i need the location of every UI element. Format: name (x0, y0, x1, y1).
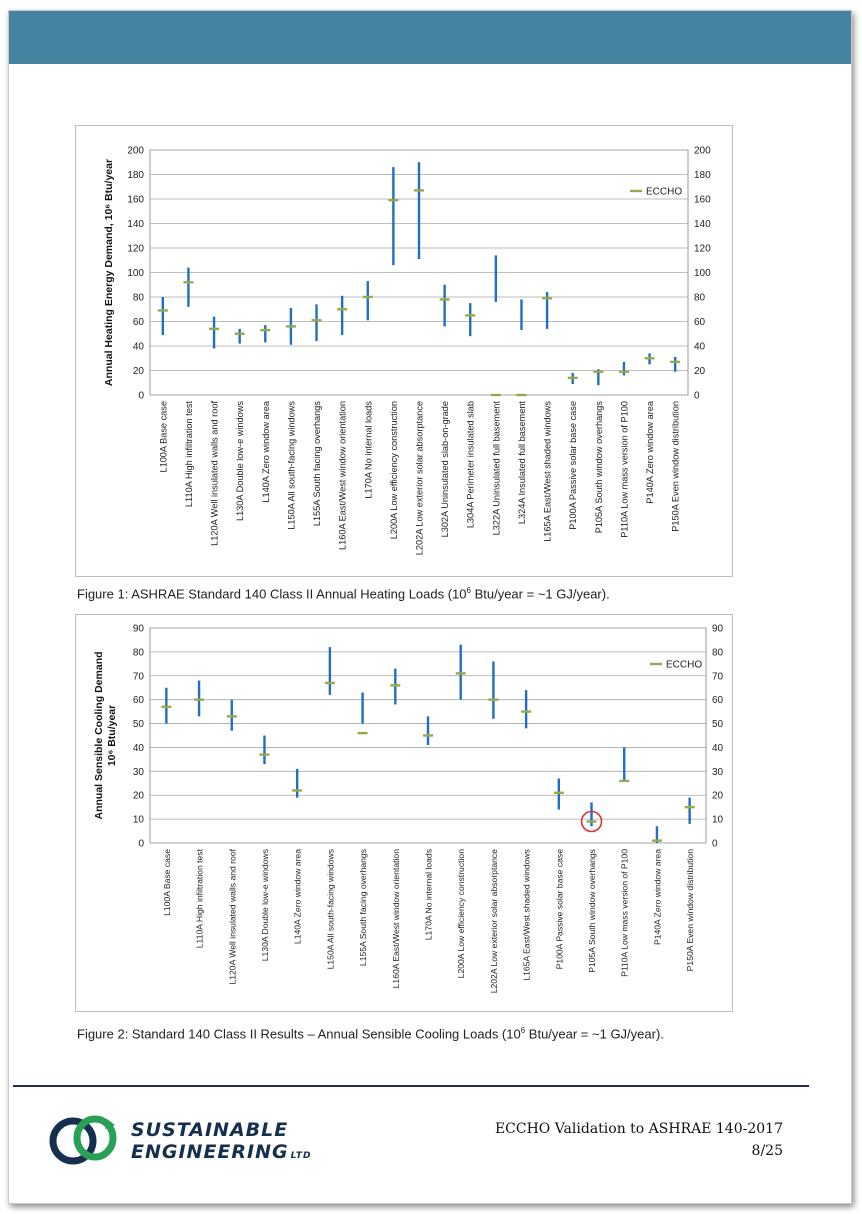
y2-tick-label: 80 (712, 647, 724, 659)
y-tick-label: 200 (127, 145, 144, 157)
x-tick-label: L200A Low efficiency construction (456, 849, 467, 979)
x-tick-label: L120A Well insulated walls and roof (227, 849, 238, 985)
x-tick-label: L170A No internal loads (423, 849, 434, 941)
y-tick-label: 60 (132, 317, 144, 328)
y-axis-label: Annual Heating Energy Demand, 10⁶ Btu/year (103, 158, 115, 387)
y2-tick-label: 140 (694, 219, 711, 230)
figure2-caption (77, 1026, 664, 1041)
document-title: ECCHO Validation to ASHRAE 140-2017 (494, 1121, 783, 1137)
x-tick-label: P105A South window overhangs (593, 401, 604, 534)
y-tick-label: 40 (132, 341, 144, 353)
cooling-chart-svg (76, 615, 732, 1011)
x-tick-label: L160A East/West window orientation (390, 849, 401, 989)
x-tick-label: L140A Zero window area (292, 849, 303, 945)
figure2-caption-text: Figure 2: Standard 140 Class II Results – Annual Sensible Cooling Loads (10 (77, 1026, 521, 1042)
y-tick-label: 0 (138, 838, 144, 850)
y-tick-label: 120 (127, 243, 144, 255)
y2-tick-label: 60 (712, 695, 724, 707)
y-tick-label: 90 (132, 623, 144, 635)
y-tick-label: 60 (132, 695, 144, 707)
figure1-caption-text-end: Btu/year = ~1 GJ/year). (470, 586, 610, 602)
y2-tick-label: 20 (694, 366, 706, 377)
y2-tick-label: 90 (712, 623, 724, 635)
y-tick-label: 70 (132, 671, 144, 683)
x-tick-label: L165A East/West shaded windows (542, 400, 553, 542)
header-band (9, 11, 851, 64)
x-tick-label: L304A Perimeter insulated slab (465, 401, 476, 529)
figure1-caption (77, 586, 610, 601)
y-tick-label: 20 (132, 366, 144, 377)
page-number: 8/25 (751, 1143, 783, 1159)
y2-tick-label: 40 (712, 742, 724, 754)
x-tick-label: L202A Low exterior solar absorptance (414, 401, 425, 556)
x-tick-label: L100A Base case (158, 401, 169, 473)
company-logo (47, 1111, 317, 1171)
x-tick-label: P100A Passive solar base case (554, 849, 565, 970)
x-tick-label: L110A High infiltration test (183, 401, 194, 508)
y-tick-label: 80 (132, 292, 144, 304)
y2-tick-label: 40 (694, 341, 706, 353)
x-tick-label: P150A Even window distribution (670, 401, 681, 532)
x-tick-label: P100A Passive solar base case (568, 401, 579, 530)
y-tick-label: 0 (138, 390, 144, 402)
y-tick-label: 40 (132, 742, 144, 754)
x-tick-label: L120A Well insulated walls and roof (209, 401, 220, 546)
figure1-caption-text: Figure 1: ASHRAE Standard 140 Class II Annual Heating Loads (10 (77, 586, 467, 602)
legend-label: ECCHO (646, 186, 683, 198)
x-tick-label: L302A Uninsulated slab-on-grade (440, 401, 451, 538)
figure2-caption-text-end: Btu/year = ~1 GJ/year). (525, 1026, 664, 1042)
y2-tick-label: 70 (712, 671, 724, 683)
y-tick-label: 10 (132, 814, 144, 826)
x-tick-label: P105A South window overhangs (587, 849, 598, 973)
y2-tick-label: 60 (694, 317, 706, 328)
y-tick-label: 20 (132, 790, 144, 802)
y2-tick-label: 30 (712, 766, 724, 778)
heating-chart-svg (76, 126, 732, 576)
logo-word-engineering: ENGINEERING (131, 1141, 289, 1163)
x-tick-label: L150A All south-facing windows (325, 849, 336, 970)
x-tick-label: L130A Double low-e windows (259, 849, 270, 962)
logo-word-bottom (131, 1141, 311, 1163)
x-tick-label: L155A South facing overhangs (312, 401, 323, 527)
y2-tick-label: 160 (694, 194, 711, 206)
y-tick-label: 140 (127, 219, 144, 230)
y-tick-label: 100 (127, 268, 144, 279)
legend-label: ECCHO (666, 659, 703, 671)
cooling-chart (75, 614, 733, 1012)
x-tick-label: L155A South facing overhangs (358, 849, 369, 967)
x-tick-label: L324A Insulated full basement (516, 401, 527, 525)
x-tick-label: L160A East/West window orientation (337, 401, 348, 550)
y2-tick-label: 180 (694, 170, 711, 181)
x-tick-label: P150A Even window distribution (685, 849, 696, 972)
footer-rule (13, 1085, 809, 1087)
legend (630, 187, 682, 198)
y2-tick-label: 20 (712, 790, 724, 802)
y-tick-label: 160 (127, 194, 144, 206)
logo-mark-icon (47, 1111, 127, 1171)
x-tick-label: P110A Low mass version of P100 (619, 401, 630, 538)
y-tick-label: 80 (132, 647, 144, 659)
y-axis-label: 10⁶ Btu/year (106, 704, 118, 767)
y2-tick-label: 0 (694, 390, 700, 402)
x-tick-label: P140A Zero window area (652, 849, 663, 946)
x-tick-label: L200A Low efficiency construction (388, 401, 399, 540)
y-tick-label: 30 (132, 766, 144, 778)
x-tick-label: L100A Base case (161, 849, 172, 916)
y2-tick-label: 50 (712, 719, 724, 731)
y2-tick-label: 200 (694, 145, 711, 157)
figure1-caption-sup: 6 (466, 586, 471, 595)
y2-tick-label: 0 (712, 838, 718, 850)
y-tick-label: 50 (132, 719, 144, 731)
y-tick-label: 180 (127, 170, 144, 181)
y2-tick-label: 80 (694, 292, 706, 304)
x-tick-label: L165A East/West shaded windows (521, 849, 532, 981)
x-tick-label: L202A Low exterior solar absorptance (488, 849, 499, 994)
figure2-caption-sup: 6 (520, 1026, 526, 1035)
x-tick-label: L140A Zero window area (260, 401, 271, 503)
y2-tick-label: 100 (694, 268, 711, 279)
report-page (8, 10, 852, 1204)
x-tick-label: L150A All south-facing windows (286, 401, 297, 530)
y2-tick-label: 10 (712, 814, 724, 826)
x-tick-label: P110A Low mass version of P100 (619, 849, 630, 977)
x-tick-label: L110A High infiltration test (194, 849, 205, 949)
legend (650, 660, 702, 671)
x-tick-label: P140A Zero window area (645, 401, 656, 504)
x-tick-label: L130A Double low-e windows (235, 401, 246, 522)
y2-tick-label: 120 (694, 243, 711, 255)
heating-chart (75, 125, 733, 577)
x-tick-label: L322A Uninsulated full basement (491, 401, 502, 536)
x-tick-label: L170A No internal loads (363, 401, 374, 499)
logo-word-top: SUSTAINABLE (131, 1119, 289, 1141)
y-axis-label: Annual Sensible Cooling Demand (93, 651, 105, 820)
logo-word-ltd: LTD (290, 1151, 312, 1161)
